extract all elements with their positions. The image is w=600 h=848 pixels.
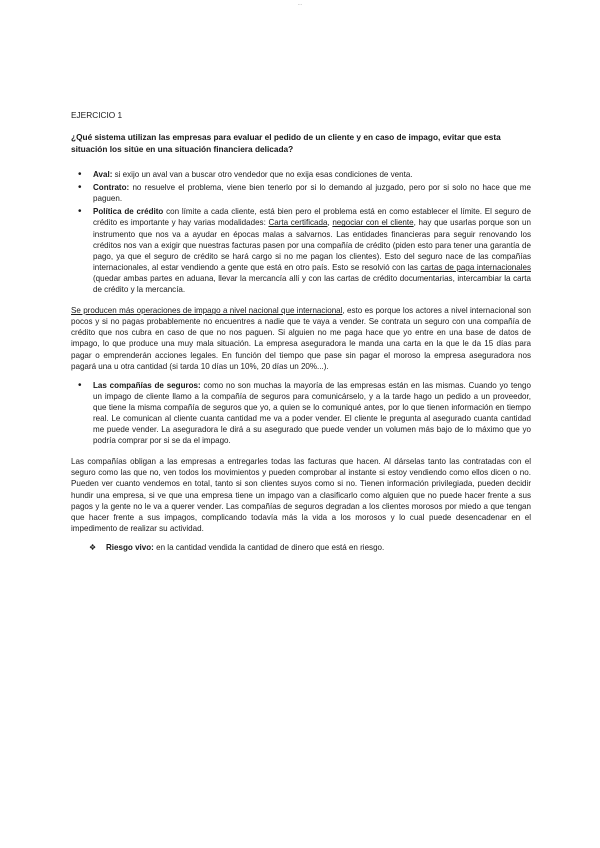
item-label: Las compañías de seguros: [93, 380, 201, 390]
paragraph-text: , esto es porque los actores a nivel internacional son pocos y si no pagas probablemente no encuentres a nadie que te vaya a vender. Se contrata un seguro con una compañía de crédito que nos cubra en caso de que no nos paguen. Si alguien no me paga hace que yo entre en una base de datos de impago, lo que produce una muy mala situación. La empresa aseguradora le manda una carta en la que le da 15 días para pagar o emprenderán acciones legales. En función del tiempo que pase sin pagar el moroso la empresa aseguradora nos pagará una u otra cantidad (si tarda 10 días un 10%, 20 días un 20%...). [71, 306, 531, 371]
exercise-heading: EJERCICIO 1 [71, 110, 123, 120]
item-label: Política de crédito [93, 207, 164, 217]
riesgo-list [71, 542, 531, 553]
list-item-riesgo-vivo [71, 542, 531, 553]
list-item-contrato [71, 182, 531, 204]
top-mark: ... [297, 1, 303, 7]
underlined-sentence: Se producen más operaciones de impago a nivel nacional que internacional [71, 306, 343, 316]
item-text: , hay que usarlas porque son un instrumento que nos va a ayudar en épocas malas a salvarnos. Las entidades financieras para seguir renovando los créditos nos van a exigir que nuestras facturas pasen por una compañía de crédito (piden esto para tener una garantía de pago, ya que el seguro de crédito se hará cargo si no me pagan los clientes). Esto del seguro nace de las compañías internacionales, al estar vendiendo a gente que está en otro país. Esto se resolvió con las [93, 218, 531, 272]
list-item-aval [71, 169, 531, 180]
diamond-bullet-icon: ❖ [89, 542, 97, 552]
item-text: en la cantidad vendida la cantidad de dinero que está en riesgo. [153, 542, 385, 552]
item-text: con límite a cada cliente, está bien pero el problema está en como establecer el límite. El seguro de crédito es importante y hay varias modalidades: [93, 207, 531, 228]
underlined-term: Carta certificada [268, 218, 328, 228]
document-body [71, 110, 531, 553]
list-item-companias-seguros [71, 380, 531, 447]
item-label: Riesgo vivo: [106, 542, 154, 552]
item-text: como no son muchas la mayoría de las empresas están en las mismas. Cuando yo tengo un impago de cliente llamo a la compañía de seguros para comunicárselo, y a la tarde hago un pedido a un proveedor, que tiene la misma compañía de seguros que yo, a quien se lo comuniqué antes, por lo que tienen información en tiempo real. Le comunican al cliente cuanta cantidad me va a poder vender. El cliente le pregunta al asegurado cuanta cantidad me puede vender. La aseguradora le dirá a su asegurado que puede vender un volumen más bajo de lo máximo que yo podría comprar por si se da el impago. [93, 380, 531, 446]
paragraph-companias: Las compañías obligan a las empresas a entregarles todas las facturas que hacen. Al dárselas tanto las contratadas con el seguro como las que no, ven todos los movimientos y pueden comprobar al instante si estoy vendiendo como ellos dicen o no. Pueden ver cuanto vendemos en total, tanto si son clientes suyos como si no. Tienen información privilegiada, pueden decidir hundir una empresa, si ve que una empresa tiene un impago van a clasificarlo como alguien que no puede hacer frente a sus pagos y la gente no le va a querer vender. Las compañías de seguros degradan a los clientes morosos por miedo a que tengan que hacer frente a sus impagos, complicando todavía más la vida a los morosos y lo cual puede desencadenar en el impedimento de realizar su actividad. [71, 457, 531, 533]
exercise-question: ¿Qué sistema utilizan las empresas para evaluar el pedido de un cliente y en caso de impago, evitar que esta situación los sitúe en una situación financiera delicada? [71, 132, 501, 155]
paragraph-impago [71, 305, 531, 372]
item-label: Contrato: [93, 183, 130, 193]
item-text: si exijo un aval van a buscar otro vendedor que no exija esas condiciones de venta. [112, 170, 413, 180]
list-item-politica-credito [71, 206, 531, 295]
item-text: no resuelve el problema, viene bien tenerlo por si lo demando al juzgado, pero por si solo no hace que me paguen. [93, 183, 531, 204]
item-text: (quedar ambas partes en aduana, llevar la mercancía allí y con las cartas de crédito documentarias, intercambiar la carta de crédito y la mercancía. [93, 273, 531, 295]
underlined-term: cartas de paga internacionales [420, 262, 531, 272]
underlined-term: negociar con el cliente [332, 218, 414, 228]
seguros-list [71, 380, 531, 447]
item-text: , [327, 218, 333, 228]
item-label: Aval: [93, 170, 113, 180]
options-list [71, 169, 531, 295]
